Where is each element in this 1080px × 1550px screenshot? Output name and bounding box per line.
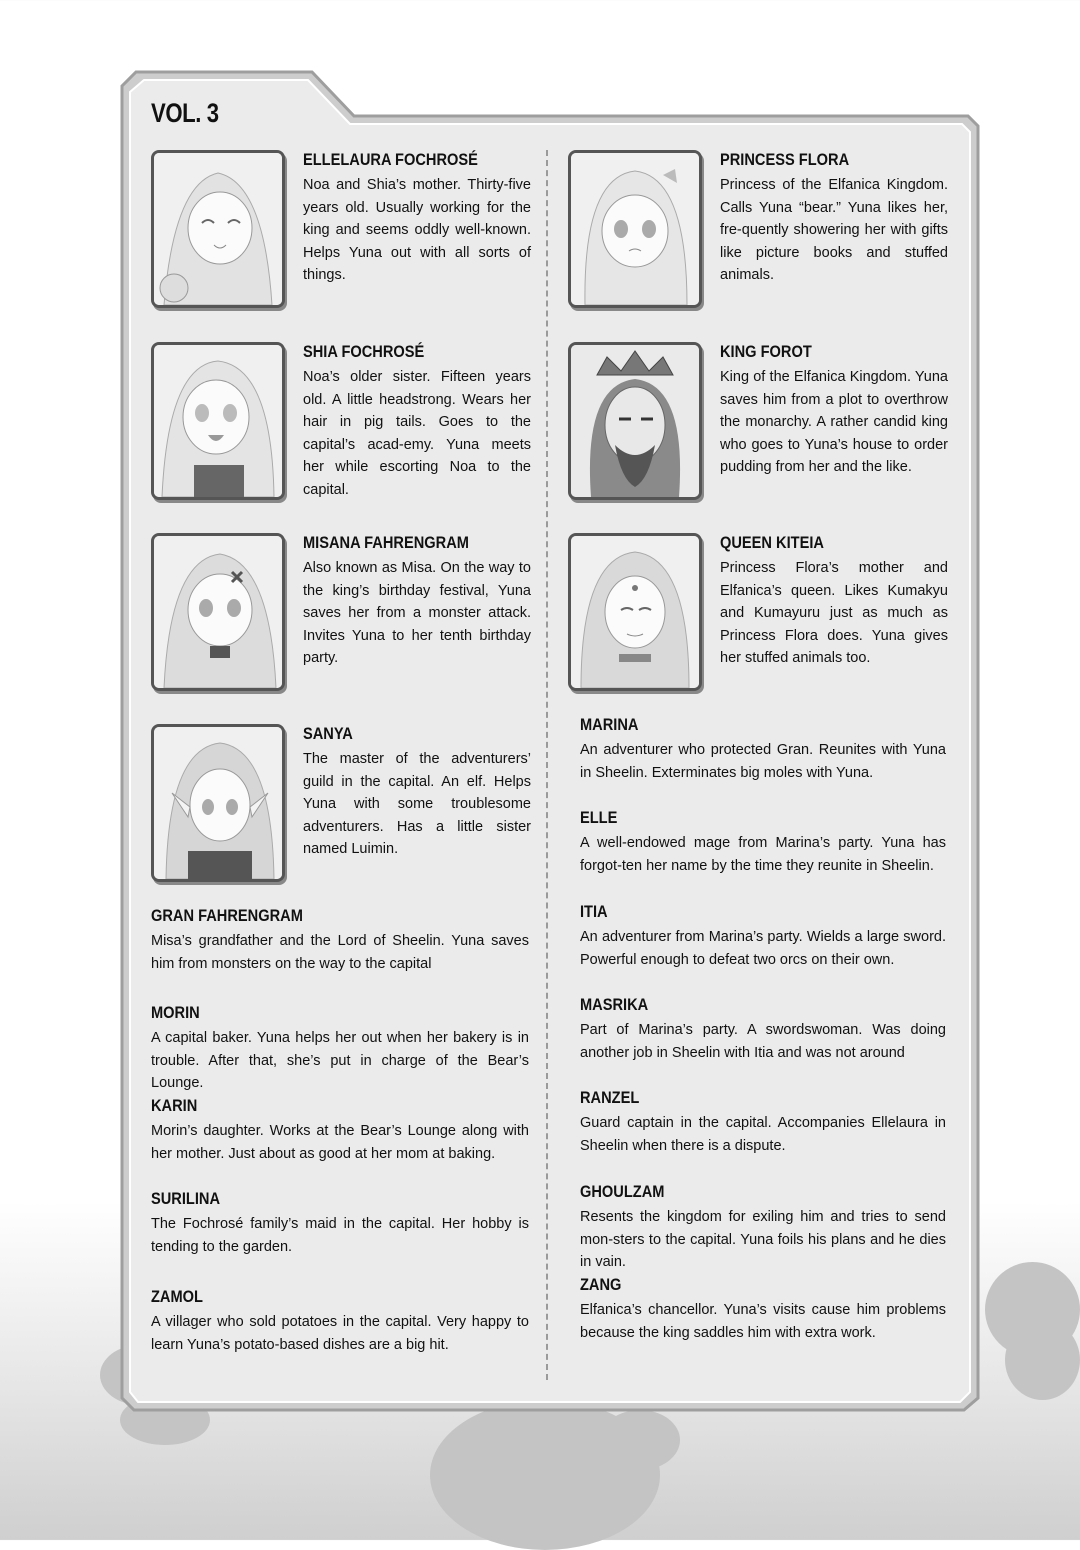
character-entry: [151, 1189, 531, 1258]
character-name: MASRIKA: [580, 995, 649, 1014]
character-entry: [151, 906, 531, 975]
character-description: The Fochrosé family’s maid in the capital. Her hobby is tending to the garden.: [151, 1216, 529, 1255]
portrait-sanya: [151, 724, 285, 882]
character-description: A well-endowed mage from Marina’s party. Yuna has forgot-ten her name by the time they reunite in Sheelin.: [580, 835, 946, 874]
character-entry: [151, 1287, 531, 1356]
character-description: Noa’s older sister. Fifteen years old. A little headstrong. Wears her hair in pig tails. Goes to the capital’s acad-emy. Yuna meets her while escorting Noa to the capital.: [303, 369, 531, 498]
character-name: ELLE: [580, 808, 618, 827]
character-name: ITIA: [580, 902, 608, 921]
character-name: KING FOROT: [720, 342, 812, 361]
character-description: A villager who sold potatoes in the capital. Very happy to learn Yuna’s potato-based dishes are a big hit.: [151, 1314, 529, 1353]
character-entry: [580, 1088, 946, 1157]
character-name: KARIN: [151, 1096, 198, 1115]
character-name: SHIA FOCHROSÉ: [303, 342, 425, 361]
character-name: MARINA: [580, 715, 639, 734]
character-description: Misa’s grandfather and the Lord of Sheelin. Yuna saves him from monsters on the way to the capital: [151, 933, 529, 972]
character-entry: [580, 715, 946, 784]
character-entry: [580, 902, 946, 971]
character-name: QUEEN KITEIA: [720, 533, 824, 552]
character-description: An adventurer from Marina’s party. Wields a large sword. Powerful enough to defeat two orcs on their own.: [580, 929, 946, 968]
character-description: The master of the adventurers’ guild in the capital. An elf. Helps Yuna with some troublesome adventurers. Has a little sister named Luimin.: [303, 751, 531, 857]
character-description: Princess Flora’s mother and Elfanica’s queen. Likes Kumakyu and Kumayuru just as much as Princess Flora does. Yuna gives her stuffed animals too.: [720, 560, 948, 666]
character-entry: [580, 1182, 946, 1274]
character-description: An adventurer who protected Gran. Reunites with Yuna in Sheelin. Exterminates big moles with Yuna.: [580, 742, 946, 781]
portrait-misana: [151, 533, 285, 691]
character-name: SANYA: [303, 724, 353, 743]
character-name: ELLELAURA FOCHROSÉ: [303, 150, 478, 169]
character-entry: [151, 1096, 531, 1165]
character-description: Also known as Misa. On the way to the king’s birthday festival, Yuna saves her from a monster attack. Invites Yuna to her tenth birthday party.: [303, 560, 531, 666]
character-description: Morin’s daughter. Works at the Bear’s Lounge along with her mother. Just about as good at her mom at baking.: [151, 1123, 529, 1162]
character-description: Guard captain in the capital. Accompanies Ellelaura in Sheelin when there is a dispute.: [580, 1115, 946, 1154]
character-name: ZAMOL: [151, 1287, 203, 1306]
portrait-kiteia: [568, 533, 702, 691]
column-divider: [546, 150, 548, 1380]
character-name: MORIN: [151, 1003, 200, 1022]
portrait-shia: [151, 342, 285, 500]
character-name: ZANG: [580, 1275, 622, 1294]
character-entry: [580, 995, 946, 1064]
character-entry: [580, 1275, 946, 1344]
character-name: PRINCESS FLORA: [720, 150, 850, 169]
portrait-ellelaura: [151, 150, 285, 308]
portrait-flora: [568, 150, 702, 308]
character-description: Part of Marina’s party. A swordswoman. Was doing another job in Sheelin with Itia and was not around: [580, 1022, 946, 1061]
character-description: Resents the kingdom for exiling him and tries to send mon-sters to the capital. Yuna foils his plans and he dies in vain.: [580, 1209, 946, 1270]
character-entry: [580, 808, 946, 877]
character-description: Elfanica’s chancellor. Yuna’s visits cause him problems because the king saddles him with extra work.: [580, 1302, 946, 1341]
volume-title: VOL. 3: [151, 98, 219, 128]
character-description: Noa and Shia’s mother. Thirty-five years old. Usually working for the king and seems oddly well-known. Helps Yuna out with all sorts of things.: [303, 177, 531, 283]
character-description: A capital baker. Yuna helps her out when her bakery is in trouble. After that, she’s put in charge of the Bear’s Lounge.: [151, 1030, 529, 1091]
character-entry: [151, 1003, 531, 1095]
character-name: RANZEL: [580, 1088, 640, 1107]
character-description: King of the Elfanica Kingdom. Yuna saves him from a plot to overthrow the monarchy. A rather candid king who goes to Yuna’s house to order pudding from her and the like.: [720, 369, 948, 475]
character-name: GRAN FAHRENGRAM: [151, 906, 303, 925]
character-name: SURILINA: [151, 1189, 221, 1208]
character-description: Princess of the Elfanica Kingdom. Calls Yuna “bear.” Yuna likes her, fre-quently showering her with gifts like picture books and stuffed animals.: [720, 177, 948, 283]
portrait-forot: [568, 342, 702, 500]
character-name: GHOULZAM: [580, 1182, 665, 1201]
character-name: MISANA FAHRENGRAM: [303, 533, 469, 552]
